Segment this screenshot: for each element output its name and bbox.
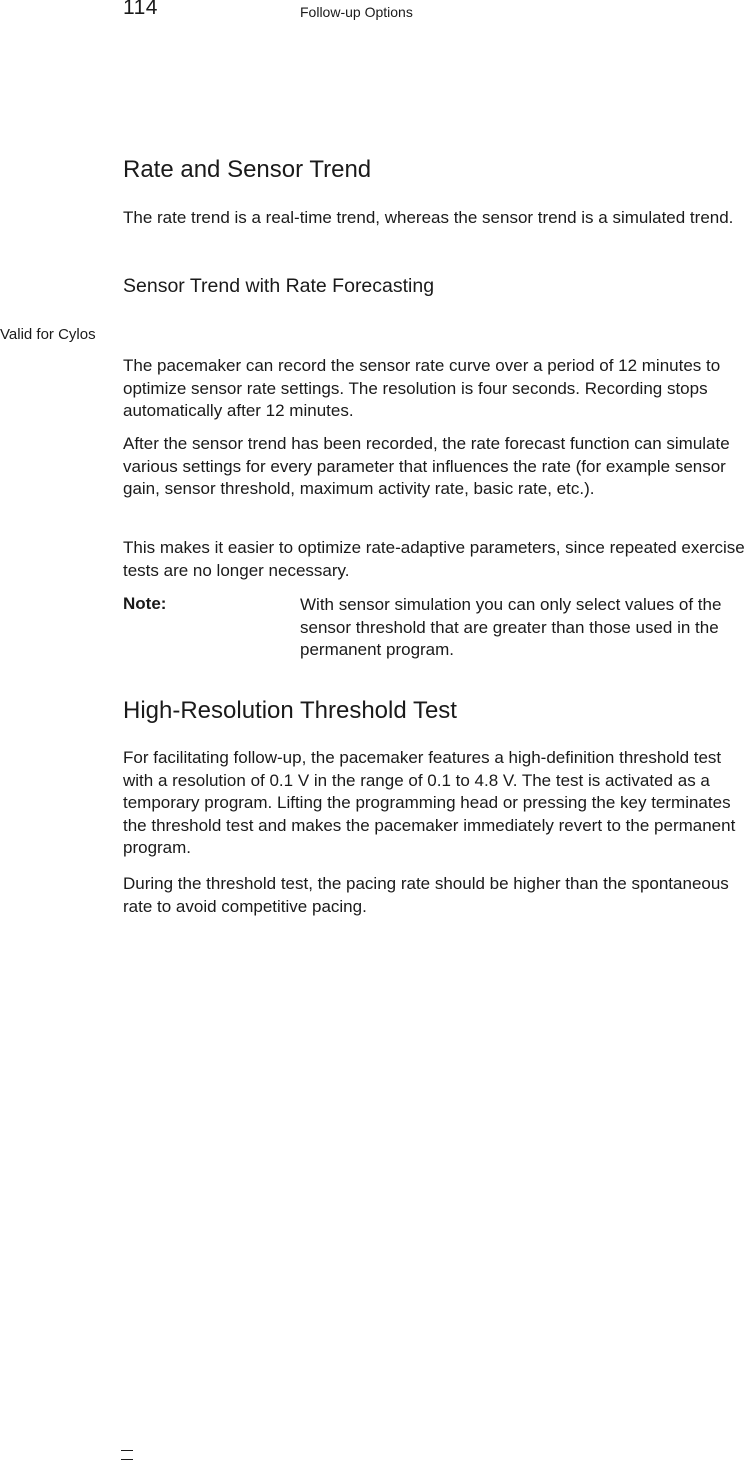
sensor-trend-paragraph-3: This makes it easier to optimize rate-adaptive parameters, since repeated exercise tests are no longer necessary. — [123, 538, 745, 580]
subsection-title-sensor-trend: Sensor Trend with Rate Forecasting — [123, 275, 435, 297]
section-title-threshold-test: High-Resolution Threshold Test — [123, 697, 457, 724]
note-text: With sensor simulation you can only select values of the sensor threshold that are greater than those used in the permanent program. — [300, 595, 722, 659]
footer-mark — [121, 1450, 133, 1460]
rate-trend-intro: The rate trend is a real-time trend, whereas the sensor trend is a simulated trend. — [123, 208, 734, 227]
sensor-trend-paragraph-2: After the sensor trend has been recorded, the rate forecast function can simulate various settings for every parameter that influences the rate (for example sensor gain, sensor threshold, maximum activity rate, basic rate, etc.). — [123, 434, 730, 498]
sensor-trend-paragraph-1: The pacemaker can record the sensor rate curve over a period of 12 minutes to optimize sensor rate settings. The resolution is four seconds. Recording stops automatically after 12 minutes. — [123, 356, 721, 420]
threshold-test-paragraph-2: During the threshold test, the pacing rate should be higher than the spontaneous rate to avoid competitive pacing. — [123, 874, 729, 916]
running-head: Follow-up Options — [300, 4, 413, 20]
note-label: Note: — [123, 594, 167, 613]
page-number: 114 — [123, 0, 158, 19]
section-title-rate-sensor-trend: Rate and Sensor Trend — [123, 156, 372, 183]
margin-note: Valid for Cylos — [0, 326, 96, 343]
threshold-test-paragraph-1: For facilitating follow-up, the pacemaker features a high-definition threshold test with a resolution of 0.1 V in the range of 0.1 to 4.8 V. The test is activated as a temporary program. Lifting the programming head or pressing the key terminates the threshold test and makes the pacemaker immediately revert to the permanent program. — [123, 748, 736, 857]
